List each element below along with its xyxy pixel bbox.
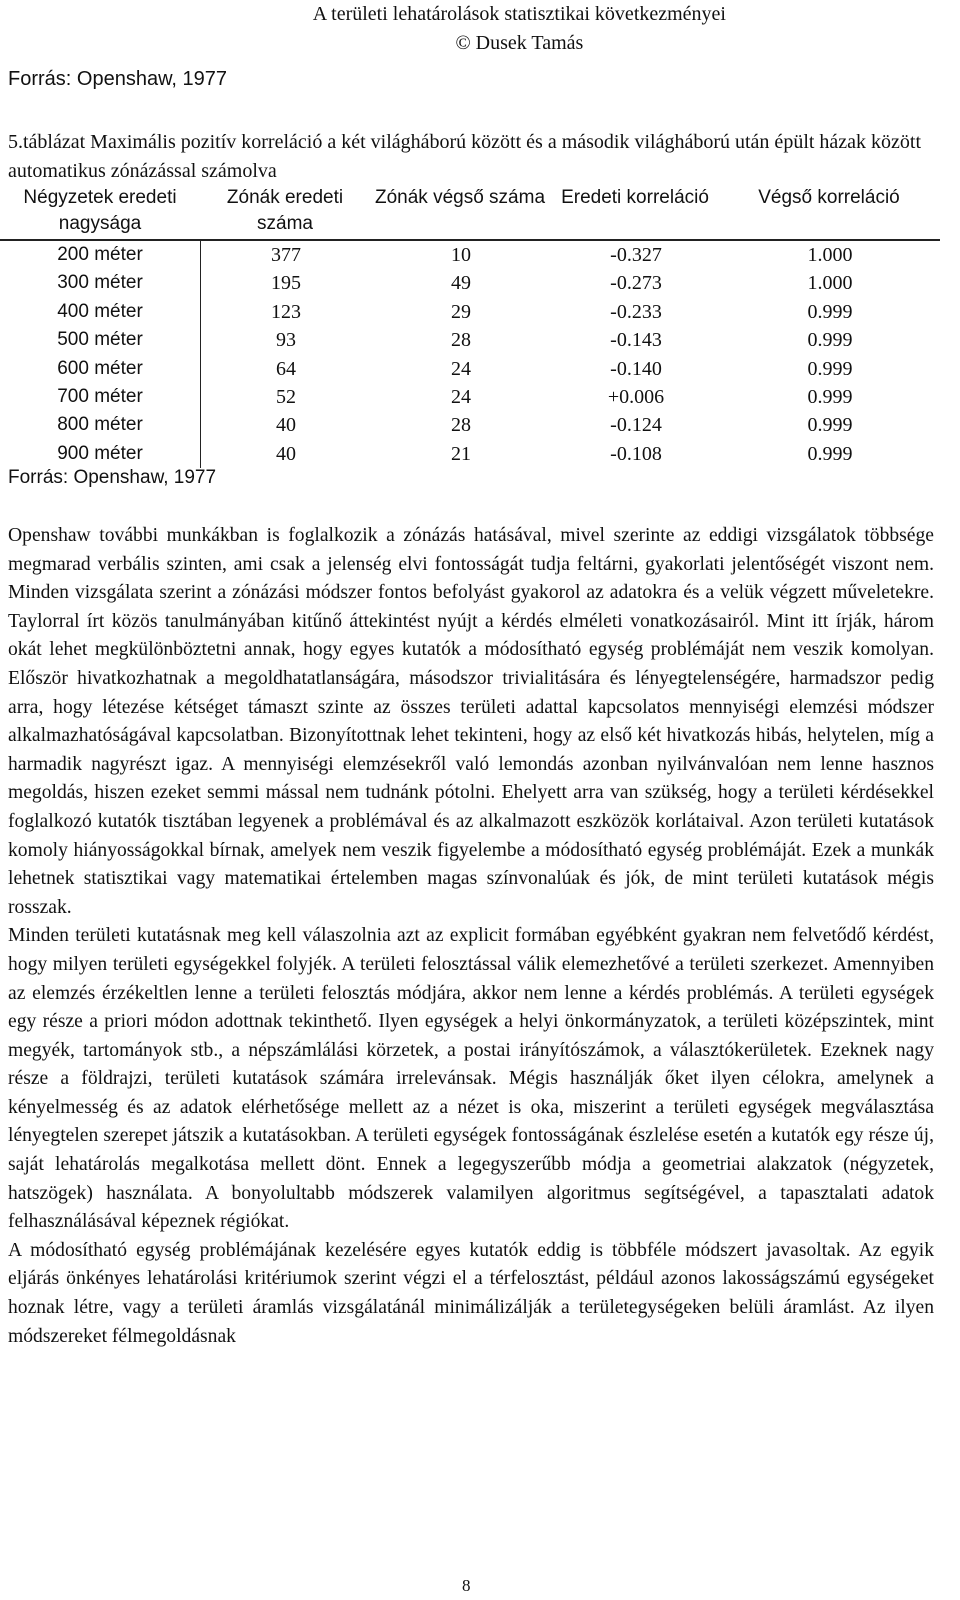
table-row xyxy=(0,326,940,354)
col-header-orig-corr: Eredeti korreláció xyxy=(561,187,709,208)
cell-orig-corr: -0.327 xyxy=(610,244,662,266)
cell-orig-corr: -0.273 xyxy=(610,272,662,295)
cell-final-corr: 1.000 xyxy=(807,244,853,266)
table-row xyxy=(0,355,940,383)
cell-orig-zones: 52 xyxy=(276,385,296,408)
cell-orig-corr: -0.124 xyxy=(610,414,662,437)
table-source-note: Forrás: Openshaw, 1977 xyxy=(8,467,217,488)
cell-final-zones: 28 xyxy=(451,414,471,437)
table-row xyxy=(0,298,940,326)
cell-final-zones: 21 xyxy=(451,442,471,465)
table-row xyxy=(0,241,940,269)
cell-orig-zones: 40 xyxy=(276,414,296,437)
table-body xyxy=(0,241,940,468)
cell-final-corr: 0.999 xyxy=(807,357,853,380)
cell-final-zones: 10 xyxy=(451,244,471,266)
paragraph: Openshaw további munkákban is foglalkozik a zónázás hatásával, mivel szerinte az eddigi vizsgálatok többsége megmarad verbális szinten, ami csak a jelenség elvi fontosságát tudja feltárni, gyakorlati jelentőségét viszont nem. Minden vizsgálata szerint a zónázási módszer fontos befolyást gyakorol az adatokra és a velük végzett műveletekre. Taylorral írt közös tanulmányában kitűnő áttekintést nyújt a kérdés elméleti vonatkozásairól. Mint itt írják, három okát lehet megkülönböztetni annak, hogy egyes kutatók a módosítható egység problémáját nem veszik komolyan. Először hivatkozhatnak a megoldhatatlanságára, másodszor trivialitására és lényegtelenségére, harmadszor pedig arra, hogy létezése kétséget támaszt szinte az összes területi adattal kapcsolatos mennyiségi elemzési módszer alkalmazhatóságával kapcsolatban. Bizonyítottnak lehet tekinteni, hogy az első két hivatkozás hibás, helytelen, míg a harmadik nagyrészt igaz. A mennyiségi elemzésekről való lemondás azonban nyilvánvalóan nem lenne hasznos megoldás, hiszen ezeket semmi mással nem tudnánk pótolni. Ehelyett arra van szükség, hogy a területi kérdésekkel foglalkozó kutatók tisztában legyenek a problémával és az alkalmazott eszközök korlátaival. Azon területi kutatások komoly hiányosságokkal bírnak, amelyek nem veszik figyelembe a módosítható egység problémáját. Ezek a munkák lehetnek statisztikai vagy matematikai értelemben magas színvonalúak és jók, de mint területi kutatások mégis rosszak. xyxy=(8,525,934,918)
running-header xyxy=(313,0,726,58)
cell-orig-zones: 40 xyxy=(276,442,296,465)
cell-final-corr: 0.999 xyxy=(807,300,853,323)
cell-size: 900 méter xyxy=(0,440,201,468)
cell-final-corr: 0.999 xyxy=(807,414,853,437)
paragraph: A módosítható egység problémájának kezelésére egyes kutatók eddig is többféle módszert javasoltak. Az egyik eljárás önkényes lehatárolási kritériumok szerint végzi el a térfelosztást, például azonos lakosságszámú egységeket hoznak létre, vagy a területi áramlás vizsgálatánál minimálizálják a területegységeken belüli áramlást. Az ilyen módszereket félmegoldásnak xyxy=(8,1239,934,1347)
paragraph: Minden területi kutatásnak meg kell válaszolnia azt az explicit formában egyébként gyakran nem felvetődő kérdést, hogy milyen területi egységekkel folyjék. A területi felosztással válik elemezhetővé a területi szerkezet. Amennyiben az elemzés érzékeltlen lenne a területi felosztás módjára, akkor nem lenne a kérdés problémás. A területi egységek egy része a priori módon adottnak tekinthető. Ilyen egységek a helyi önkormányzatok, a területi középszintek, mint megyék, tartományok stb., a népszámlálási körzetek, a postai irányítószámok, a választókerületek. Ezeknek nagy része a földrajzi, területi kutatások számára irrelevánsak. Mégis használják őket ilyen célokra, amelynek a kényelmesség és az adatok elérhetősége mellett az a nézet is oka, miszerint a területi egységek megválasztása lényegtelen szerepet játszik a kutatásokban. A területi egységek fontosságának észlelése esetén a kutatók egy része új, saját lehatárolás megalkotása mellett dönt. Ennek a legegyszerűbb módja a geometriai alakzatok (négyzetek, hatszögek) használata. A bonyolultabb módszerek valamilyen algoritmus segítségével, a tapasztalati adatok felhasználásával képeznek régiókat. xyxy=(8,925,934,1233)
cell-final-zones: 24 xyxy=(451,357,471,380)
cell-orig-corr: -0.140 xyxy=(610,357,662,380)
cell-size: 800 méter xyxy=(0,411,201,439)
correlation-table xyxy=(0,183,940,468)
body-text xyxy=(8,522,934,1351)
col-header-size: Négyzetek eredeti nagysága xyxy=(23,187,177,234)
cell-orig-zones: 64 xyxy=(276,357,296,380)
cell-size: 400 méter xyxy=(0,298,201,326)
table-row xyxy=(0,269,940,297)
col-header-final-corr: Végső korreláció xyxy=(758,187,900,208)
table-row xyxy=(0,411,940,439)
header-title: A területi lehatárolások statisztikai következményei xyxy=(312,3,726,25)
cell-final-zones: 28 xyxy=(451,329,471,352)
cell-size: 500 méter xyxy=(0,326,201,354)
cell-final-corr: 0.999 xyxy=(807,442,853,465)
cell-size: 600 méter xyxy=(0,355,201,383)
cell-size: 200 méter xyxy=(0,241,201,269)
table-row xyxy=(0,440,940,468)
page-number: 8 xyxy=(462,1576,471,1595)
cell-size: 700 méter xyxy=(0,383,201,411)
source-note-top: Forrás: Openshaw, 1977 xyxy=(8,68,228,90)
cell-orig-corr: -0.108 xyxy=(610,442,662,465)
cell-orig-zones: 123 xyxy=(271,300,301,323)
cell-size: 300 méter xyxy=(0,269,201,297)
table-row xyxy=(0,383,940,411)
cell-orig-corr: -0.143 xyxy=(610,329,662,352)
cell-final-zones: 24 xyxy=(451,385,471,408)
cell-final-corr: 1.000 xyxy=(807,272,853,295)
cell-orig-zones: 195 xyxy=(271,272,301,295)
cell-final-zones: 49 xyxy=(451,272,471,295)
cell-final-corr: 0.999 xyxy=(807,329,853,352)
col-header-final-zones: Zónák végső száma xyxy=(374,187,546,208)
cell-orig-zones: 93 xyxy=(276,329,296,352)
cell-orig-corr: +0.006 xyxy=(607,385,665,408)
cell-orig-corr: -0.233 xyxy=(610,300,662,323)
table-header xyxy=(0,183,940,241)
header-author: © Dusek Tamás xyxy=(455,32,584,54)
cell-final-corr: 0.999 xyxy=(807,385,853,408)
table-caption: 5.táblázat Maximális pozitív korreláció a két világháború között és a második világháború után épült házak között automatikus zónázással számolva xyxy=(8,131,922,182)
col-header-orig-zones: Zónák eredeti száma xyxy=(226,187,344,234)
cell-orig-zones: 377 xyxy=(271,244,301,266)
cell-final-zones: 29 xyxy=(451,300,471,323)
